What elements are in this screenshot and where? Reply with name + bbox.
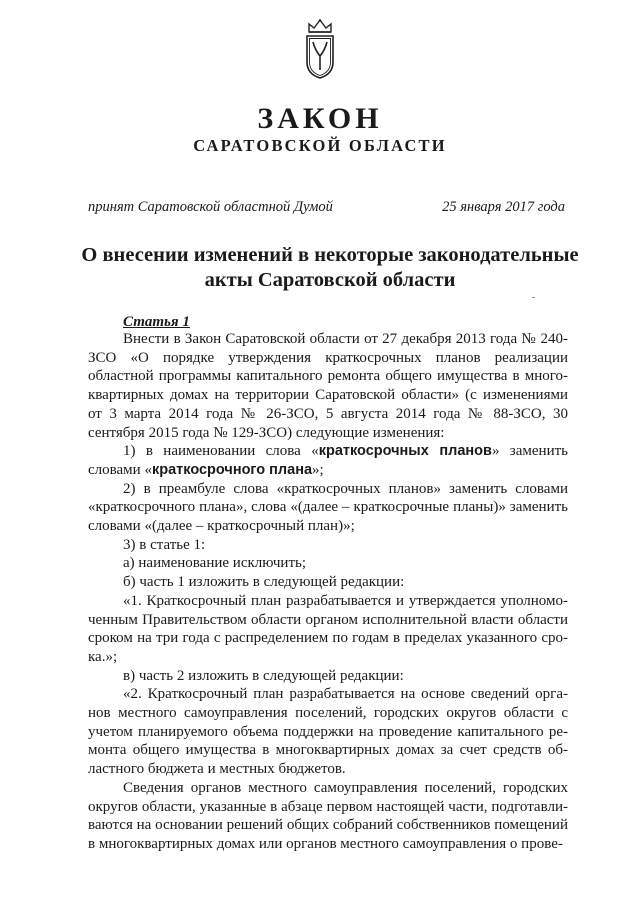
emphasized-text: краткосрочного плана	[151, 461, 313, 478]
paragraph: «2. Краткосрочный план разрабатывается на основе сведений орга-нов местного самоуправления поселений, городских округов области с учетом планируемого объема поддержки на проведение капитального ре-монта общего имущества в многоквартирных домах за счет средств об-ластного бюджета и местных бюджетов.	[88, 686, 568, 778]
paragraph: Внести в Закон Саратовской области от 27 декабря 2013 года № 240-ЗСО «О порядке утверждения краткосрочных планов реализации областной программы капитального ремонта общего имущества в много-квартирных домах на территории Саратовской области» (с изменениями от 3 марта 2014 года № 26-ЗСО, 5 августа 2014 года № 88-ЗСО, 30 сентября 2015 года № 129-ЗСО) следующие изменения:	[88, 331, 568, 441]
paragraph: 2) в преамбуле слова «краткосрочных планов» заменить словами «краткосрочного плана», слова «(далее – краткосрочные планы)» заменить словами «(далее – краткосрочный план)»;	[88, 480, 568, 535]
paragraph: 3) в статье 1:	[123, 536, 206, 553]
scan-speck	[532, 297, 535, 298]
emphasized-text: краткосрочных планов	[318, 443, 492, 460]
paragraph: б) часть 1 изложить в следующей редакции:	[123, 574, 405, 591]
adopted-date: 25 января 2017 года	[442, 199, 565, 215]
paragraph: в) часть 2 изложить в следующей редакции:	[123, 667, 404, 684]
saratov-coat-of-arms-icon	[303, 18, 337, 80]
paragraph: а) наименование исключить;	[123, 555, 307, 572]
article-heading: Статья 1	[123, 314, 190, 330]
paragraph: 1) в наименовании слова «краткосрочных планов» заменить словами «краткосрочного плана»;	[88, 443, 568, 478]
paragraph: «1. Краткосрочный план разрабатывается и утверждается уполномо-ченным Правительством области органом исполнительной власти области сроком на три года с распределением по годам в пределах указанного сро-ка.»;	[88, 592, 568, 665]
law-title: О внесении изменений в некоторые законодательные акты Саратовской области	[81, 244, 579, 291]
adopted-by: принят Саратовской областной Думой	[88, 199, 333, 215]
paragraph: Сведения органов местного самоуправления поселений, городских округов области, указанные в абзаце первом настоящей части, подготавли-ваются на основании решений общих собраний собственников помещений в многоквартирных домах или органов местного самоуправления о прове-	[88, 779, 568, 852]
document-title: ЗАКОН	[257, 102, 383, 135]
article-body	[88, 330, 568, 854]
document-subtitle: САРАТОВСКОЙ ОБЛАСТИ	[193, 136, 447, 155]
